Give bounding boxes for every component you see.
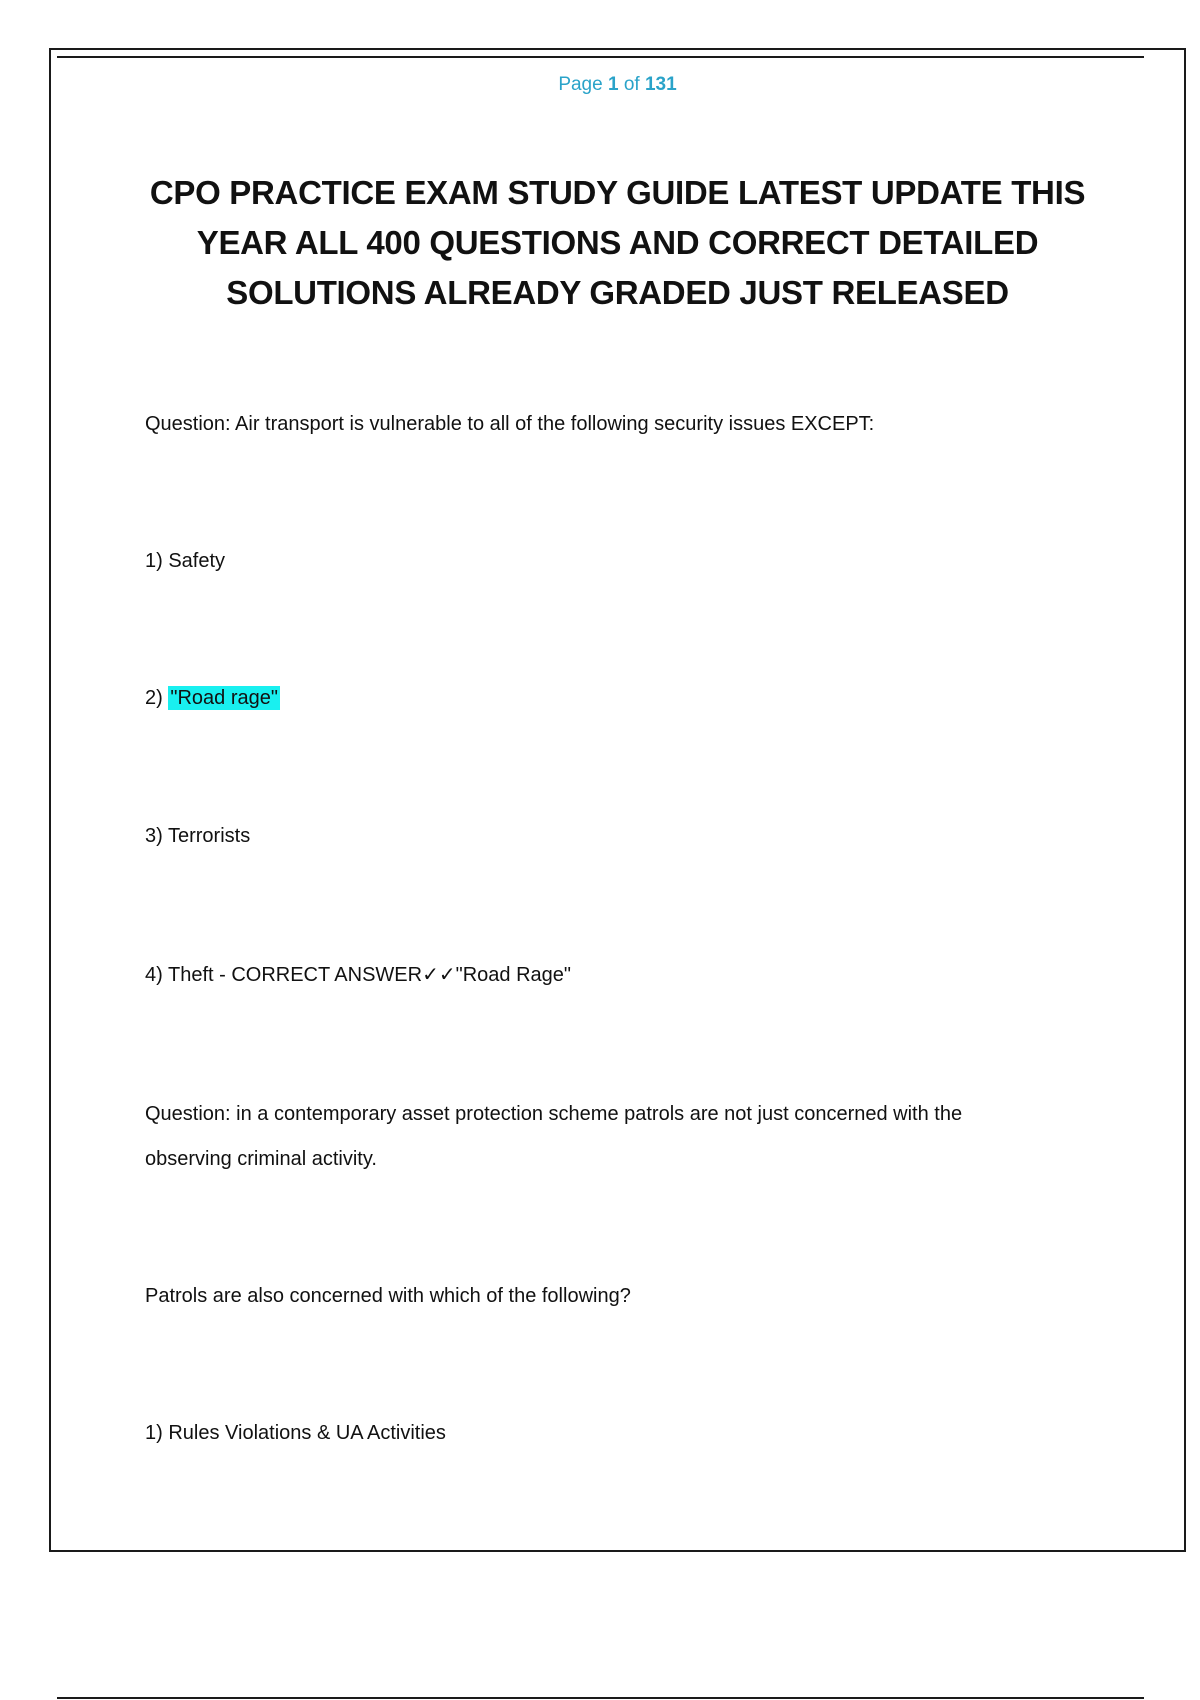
bottom-rule xyxy=(57,1697,1144,1699)
page-current: 1 xyxy=(607,74,619,95)
question-2-text-line-3: Patrols are also concerned with which of the following? xyxy=(145,1285,631,1307)
question-1-option-2 xyxy=(145,684,280,712)
page-total: 131 xyxy=(644,74,677,95)
question-2-option-1: 1) Rules Violations & UA Activities xyxy=(145,1422,446,1444)
document-title: CPO PRACTICE EXAM STUDY GUIDE LATEST UPDATE THIS YEAR ALL 400 QUESTIONS AND CORRECT DETAILED SOLUTIONS ALREADY GRADED JUST RELEASED xyxy=(149,174,1086,311)
question-1-option-1: 1) Safety xyxy=(145,550,226,572)
highlighted-answer: "Road rage" xyxy=(170,687,278,709)
page-number xyxy=(0,74,1200,96)
question-1-option-3: 3) Terrorists xyxy=(145,825,251,847)
question-1-text: Question: Air transport is vulnerable to all of the following security issues EXCEPT: xyxy=(145,413,875,435)
question-2-text-line-1: Question: in a contemporary asset protection scheme patrols are not just concerned with the xyxy=(145,1103,963,1125)
option-2-number: 2) xyxy=(145,687,163,709)
question-1-option-4: 4) Theft - CORRECT ANSWER✓✓"Road Rage" xyxy=(145,964,571,986)
question-2-text-line-2: observing criminal activity. xyxy=(145,1148,377,1170)
page-of: of xyxy=(623,74,640,95)
page-prefix: Page xyxy=(558,74,603,95)
